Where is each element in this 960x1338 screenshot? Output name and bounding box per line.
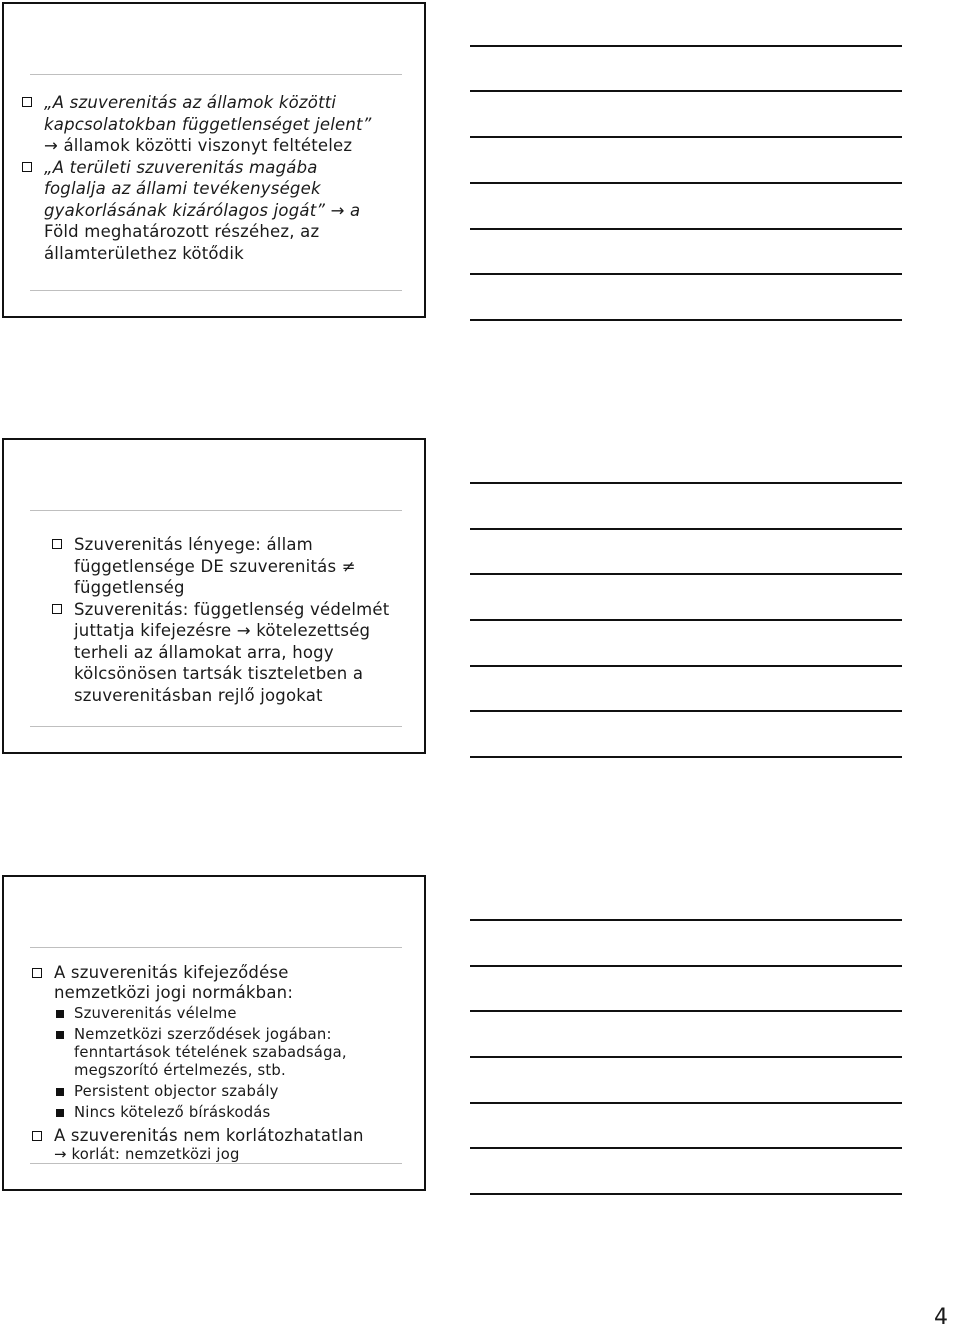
bullet-item xyxy=(20,92,416,157)
sub-bullet-item xyxy=(54,1104,422,1122)
note-line xyxy=(470,1056,902,1058)
note-line xyxy=(470,136,902,138)
bullet-line: → államok közötti viszonyt feltételez xyxy=(44,136,353,155)
sub-bullet-item xyxy=(54,1026,422,1080)
bullet-line: „A területi szuverenitás magába xyxy=(44,157,318,177)
note-line xyxy=(470,1193,902,1195)
note-line xyxy=(470,182,902,184)
bullet-item xyxy=(30,963,422,1002)
note-line xyxy=(470,1010,902,1012)
sub-bullet-line: megszorító értelmezés, stb. xyxy=(74,1062,286,1079)
sub-bullet-line: Persistent objector szabály xyxy=(74,1083,279,1100)
sub-bullet-item xyxy=(54,1083,422,1101)
bullet-line: Föld meghatározott részéhez, az xyxy=(44,222,320,241)
bullet-line: juttatja kifejezésre → kötelezettség xyxy=(74,621,371,640)
checkbox-bullet-icon xyxy=(52,539,62,549)
slide-bottom-rule xyxy=(30,290,402,291)
bullet-line: terheli az államokat arra, hogy xyxy=(74,642,334,662)
slide-bottom-rule xyxy=(30,1163,402,1164)
bullet-line: foglalja az állami tevékenységek xyxy=(44,179,321,198)
bullet-line: államterülethez kötődik xyxy=(44,243,244,263)
sub-bullet-line: Nincs kötelező bíráskodás xyxy=(74,1104,271,1121)
bullet-line: kölcsönösen tartsák tiszteletben a xyxy=(74,664,364,683)
note-line xyxy=(470,919,902,921)
slide-top-rule xyxy=(30,74,402,75)
square-bullet-icon xyxy=(56,1088,64,1096)
slide-3-content xyxy=(30,963,422,1164)
bullet-item xyxy=(30,1126,422,1164)
note-line xyxy=(470,756,902,758)
bullet-line: függetlenség xyxy=(74,578,185,597)
notes-lines xyxy=(470,0,902,1338)
sub-bullet-item xyxy=(54,1005,422,1023)
note-line xyxy=(470,482,902,484)
bullet-item xyxy=(50,534,420,599)
slide-1 xyxy=(2,2,426,318)
page-number: 4 xyxy=(934,1305,948,1330)
note-line xyxy=(470,45,902,47)
sub-bullet-line: Nemzetközi szerződések jogában: xyxy=(74,1026,332,1043)
bullet-sub-line: → korlát: nemzetközi jog xyxy=(54,1145,240,1163)
bullet-line: függetlensége DE szuverenitás ≠ xyxy=(74,556,356,576)
slide-2 xyxy=(2,438,426,754)
note-line xyxy=(470,1147,902,1149)
note-line xyxy=(470,273,902,275)
bullet-line: gyakorlásának kizárólagos jogát” → a xyxy=(44,200,361,220)
note-line xyxy=(470,90,902,92)
note-line xyxy=(470,710,902,712)
bullet-line: nemzetközi jogi normákban: xyxy=(54,982,294,1002)
slide-bottom-rule xyxy=(30,726,402,727)
note-line xyxy=(470,1102,902,1104)
checkbox-bullet-icon xyxy=(52,604,62,614)
slide-3 xyxy=(2,875,426,1191)
note-line xyxy=(470,965,902,967)
note-line xyxy=(470,528,902,530)
slide-2-content xyxy=(50,534,420,706)
square-bullet-icon xyxy=(56,1031,64,1039)
bullet-line: A szuverenitás nem korlátozhatatlan xyxy=(54,1126,364,1145)
checkbox-bullet-icon xyxy=(32,968,42,978)
sub-bullet-line: Szuverenitás vélelme xyxy=(74,1005,237,1022)
note-line xyxy=(470,619,902,621)
bullet-line: „A szuverenitás az államok közötti xyxy=(44,93,337,112)
checkbox-bullet-icon xyxy=(22,162,32,172)
bullet-item xyxy=(50,599,420,707)
checkbox-bullet-icon xyxy=(22,97,32,107)
square-bullet-icon xyxy=(56,1010,64,1018)
sub-bullet-list xyxy=(52,1005,422,1122)
note-line xyxy=(470,228,902,230)
bullet-line: Szuverenitás lényege: állam xyxy=(74,535,313,554)
bullet-line: Szuverenitás: függetlenség védelmét xyxy=(74,599,390,619)
slide-top-rule xyxy=(30,947,402,948)
note-line xyxy=(470,665,902,667)
note-line xyxy=(470,319,902,321)
note-line xyxy=(470,573,902,575)
slide-1-content xyxy=(20,92,416,264)
bullet-line: kapcsolatokban függetlenséget jelent” xyxy=(44,114,372,134)
sub-bullet-line: fenntartások tételének szabadsága, xyxy=(74,1044,347,1061)
slide-top-rule xyxy=(30,510,402,511)
bullet-line: A szuverenitás kifejeződése xyxy=(54,963,289,982)
square-bullet-icon xyxy=(56,1109,64,1117)
bullet-item xyxy=(20,157,416,265)
checkbox-bullet-icon xyxy=(32,1131,42,1141)
bullet-line: szuverenitásban rejlő jogokat xyxy=(74,685,323,705)
